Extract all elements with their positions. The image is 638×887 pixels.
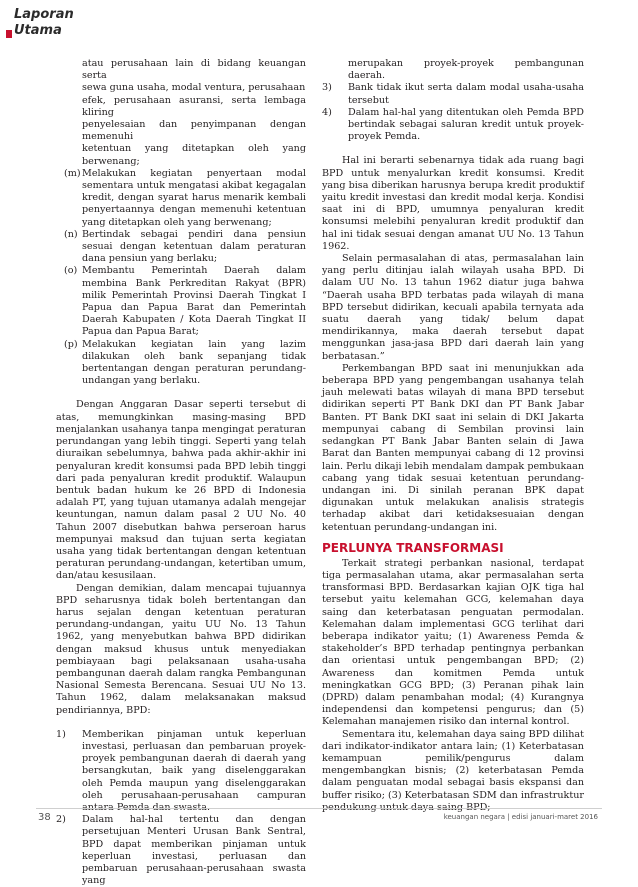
header-title-line2: Utama (14, 23, 62, 38)
list-marker: (m) (64, 167, 81, 179)
body-paragraph: Dengan demikian, dalam mencapai tujuannya BPD seharusnya tidak boleh bertentangan dan harus sejalan dengan ketentuan peraturan perundang-undangan, yaitu UU No. 13 Tahun 1962, yang menyebutkan bahwa BPD didirikan dengan maksud khusus untuk menyediakan pembiayaan bagi pelaksanaan usaha-usaha pembangunan daerah dalam rangka Pembangunan Nasional Semesta Berencana. Sesuai UU No 13. Tahun 1962, dalam melaksanakan maksud pendiriannya, BPD: (56, 582, 306, 716)
numbered-item-3 (322, 82, 584, 106)
body-paragraph: Dengan Anggaran Dasar seperti tersebut di atas, memungkinkan masing-masing BPD menjalankan usahanya tanpa mengingat peraturan perundangan yang lebih tinggi. Seperti yang telah diuraikan sebelumnya, bahwa pada akhir-akhir ini penyaluran kredit konsumsi pada BPD lebih tinggi dari pada penyaluran kredit produktif. Walaupun bentuk badan hukum ke 26 BPD di Indonesia adalah PT, yang tujuan utamanya adalah mengejar keuntungan, namun dalam pasal 2 UU No. 40 Tahun 2007 disebutkan bahwa perseroan harus mempunyai maksud dan tujuan serta kegiatan usaha yang tidak bertentangan dengan ketentuan peraturan perundang-undangan, ketertiban umum, dan/atau kesusilaan. (56, 399, 306, 582)
right-column (322, 58, 584, 814)
list-item-n (56, 229, 306, 266)
list-text: Melakukan kegiatan lain yang lazim dilakukan oleh bank sepanjang tidak bertentangan dengan peraturan perundang-undangan yang berlaku. (82, 338, 306, 387)
section-heading: PERLUNYA TRANSFORMASI (322, 540, 504, 555)
list-marker: (p) (64, 338, 78, 350)
numbered-item-1 (56, 729, 306, 814)
list-text: Memberikan pinjaman untuk keperluan investasi, perluasan dan pembaruan proyek-proyek pembangunan daerah di daerah yang bersangkutan, baik yang diselenggarakan oleh Pemda maupun yang diselenggarakan oleh perusahaan-perusahaan campuran (82, 728, 306, 801)
list-item-o (56, 265, 306, 338)
list-marker: (o) (64, 265, 78, 277)
footer-divider (36, 808, 602, 809)
body-paragraph: Perkembangan BPD saat ini menunjukkan ada beberapa BPD yang pengembangan usahanya telah jauh melewati batas wilayah di mana BPD tersebut didirikan seperti PT Bank DKI dan PT Bank Jabar Banten. PT Bank DKI saat ini selain di DKI Jakarta mempunyai cabang di Sembilan provinsi lain sedangkan PT Bank Jabar Banten selain di Jawa Barat dan Banten mempunyai cabang di 12 provinsi lain. Perlu dikaji lebih mendalam dampak pembukaan cabang yang tidak sesuai ketentuan perundang-undangan ini. Di sinilah peranan BPK dapat digunakan untuk melakukan analisis strategis terhadap akibat dari ketidaksesuaian dengan ketentuan perundang-undangan ini. (322, 362, 584, 533)
list-text: Membantu Pemerintah Daerah dalam membina Bank Perkreditan Rakyat (BPR) milik Pemerintah Provinsi Daerah Tingkat I Papua dan Papua Barat dan Pemerintah Daerah Kabupaten / Kota Daerah Tingkat II Papua dan Papua Barat; (82, 265, 306, 338)
footer-publication: keuangan negara | edisi januari-maret 2016 (443, 813, 598, 821)
page-number: 38 (38, 812, 51, 823)
text-line: atau perusahaan lain di bidang keuangan serta (82, 58, 306, 82)
list-marker: 2) (56, 814, 66, 826)
list-marker: 1) (56, 728, 66, 740)
section-header (0, 0, 100, 46)
list-text: Bertindak sebagai pendiri dana pensiun sesuai dengan ketentuan dalam peraturan dana pensiun yang berlaku; (82, 228, 306, 265)
numbered-item-2 (56, 814, 306, 887)
spacer (322, 143, 584, 155)
continued-item (322, 58, 584, 82)
continued-item (56, 58, 306, 168)
header-title-line1: Laporan (14, 7, 74, 22)
body-paragraph: Terkait strategi perbankan nasional, terdapat tiga permasalahan utama, akar permasalahan serta transformasi BPD. Berdasarkan kajian OJK tiga hal tersebut yaitu kelemahan GCG, kelemahan daya saing dan keterbatasan penguatan permodalan. Kelemahan dalam implementasi GCG terlihat dari beberapa indikator yaitu; (1) Awareness Pemda & stakeholder’s BPD terhadap pentingnya perbankan dan orientasi untuk pengembangan BPD; (2) Awareness dan komitmen Pemda untuk meningkatkan GCG BPD; (3) Peranan pihak lain (DPRD) dalam penambahan modal; (4) Kurangnya independensi dan kompetensi pengurus; dan (5) Kelemahan manajemen risiko dan internal kontrol. (322, 557, 584, 728)
spacer (56, 717, 306, 729)
list-text: Bank tidak ikut serta dalam modal usaha-usaha tersebut (348, 82, 584, 106)
header-accent-bar (6, 30, 12, 38)
list-item-m (56, 168, 306, 229)
numbered-item-4 (322, 107, 584, 144)
list-marker: (n) (64, 228, 78, 240)
list-text: Melakukan kegiatan penyertaan modal sementara untuk mengatasi akibat kegagalan kredit, dengan syarat harus menarik kembali penyertaannya dengan memenuhi ketentuan yang ditetapkan oleh yang berwenang; (82, 167, 306, 228)
text-line: ketentuan yang ditetapkan oleh yang berwenang; (82, 143, 306, 167)
spacer (56, 387, 306, 399)
body-paragraph: Sementara itu, kelemahan daya saing BPD dilihat dari indikator-indikator antara lain; (1) Keterbatasan kemampuan pemilik/pengurus dalam mengembangkan bisnis; (2) keterbatasan Pemda dalam penguatan modal sebagai basis ekspansi dan buffer risiko; (3) Keterbatasan SDM dan infrastruktur (322, 728, 584, 801)
list-item-p (56, 339, 306, 388)
left-column (56, 58, 306, 887)
list-text: Dalam hal-hal yang ditentukan oleh Pemda BPD bertindak sebagai saluran kredit untuk proyek-proyek Pemda. (348, 106, 584, 143)
text-line: sewa guna usaha, modal ventura, perusahaan (82, 82, 306, 94)
text-line: penyelesaian dan penyimpanan dengan memenuhi (82, 119, 306, 143)
body-paragraph: Hal ini berarti sebenarnya tidak ada ruang bagi BPD untuk menyalurkan kredit konsumsi. Kredit yang bisa diberikan harusnya berupa kredit produktif yaitu kredit investasi dan kredit modal kerja. Kondisi saat ini di BPD, umumnya penyaluran kredit konsumsi melebihi penyaluran kredit produktif dan hal ini tidak sesuai dengan amanat UU No. 13 Tahun 1962. (322, 155, 584, 252)
text-line: efek, perusahaan asuransi, serta lembaga kliring (82, 94, 306, 118)
list-text: merupakan proyek-proyek pembangunan daerah. (348, 58, 584, 82)
list-marker: 3) (322, 82, 332, 94)
body-paragraph: Selain permasalahan di atas, permasalahan lain yang perlu ditinjau ialah wilayah usaha BPD. Di dalam UU No. 13 tahun 1962 diatur juga bahwa “Daerah usaha BPD terbatas pada wilayah di mana BPD tersebut didirikan, kecuali apabila ternyata ada suatu daerah yang tidak/ belum dapat mendirikannya, maka daerah tersebut dapat menggunkan jasa-jasa BPD dari daerah lain yang berbatasan.” (322, 253, 584, 362)
list-marker: 4) (322, 106, 332, 118)
list-text: Dalam hal-hal tertentu dan dengan persetujuan Menteri Urusan Bank Sentral, BPD dapat memberikan pinjaman untuk keperluan investasi, perluasan dan pembaruan perusahaan-perusahaan swasta yang (82, 814, 306, 887)
